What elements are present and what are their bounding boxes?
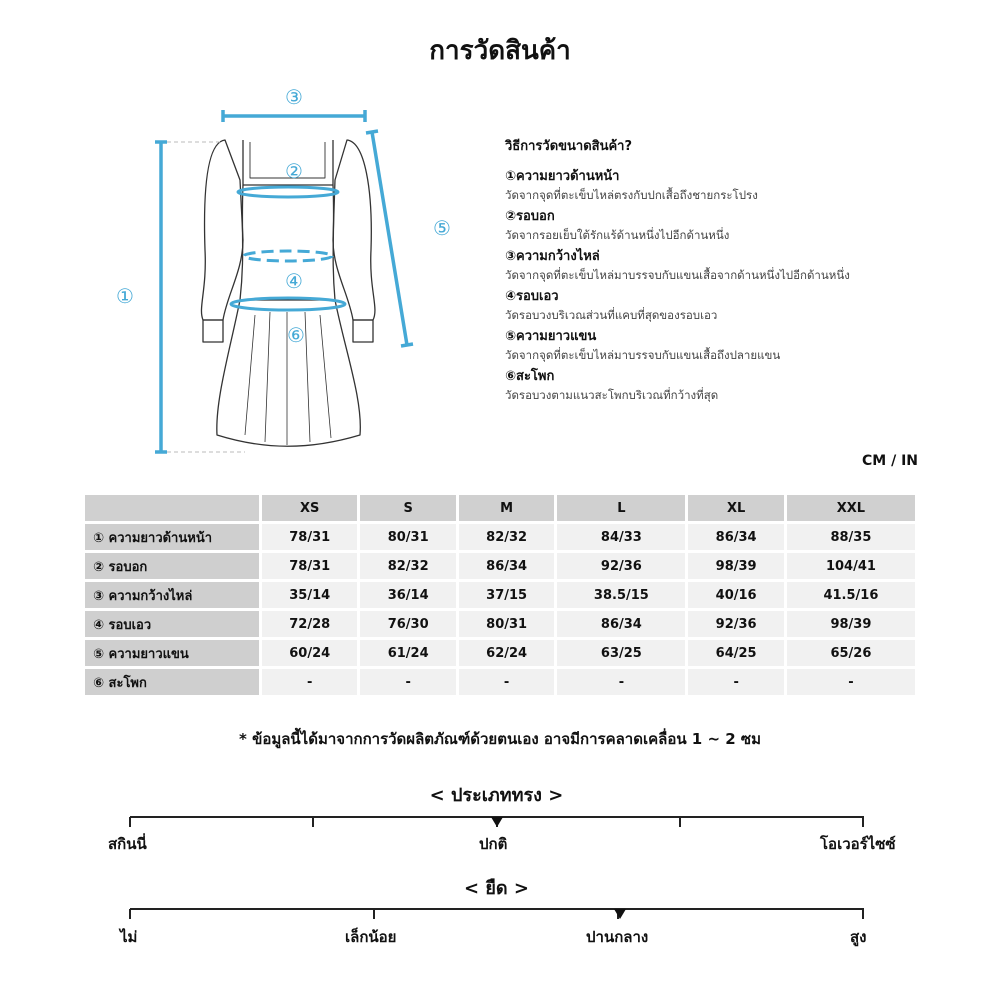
stretch-tick-0 [129, 909, 131, 919]
stretch-label-medium: ปานกลาง [586, 928, 649, 946]
table-cell: 60/24 [262, 640, 357, 666]
guide-item-heading: ②รอบอก [505, 209, 555, 224]
size-header: XL [688, 495, 783, 521]
stretch-selected-marker [614, 909, 626, 919]
table-corner [85, 495, 259, 521]
guide-item-description: วัดจากจุดที่ตะเข็บไหล่มาบรรจบกับแขนเสื้อถึงปลายแขน [505, 348, 781, 362]
fit-tick-0 [129, 817, 131, 827]
table-row [85, 553, 915, 579]
table-cell: 36/14 [360, 582, 455, 608]
row-label: ④ รอบเอว [85, 611, 259, 637]
marker-4: ④ [285, 269, 303, 293]
table-row [85, 524, 915, 550]
guide-item-description: วัดจากจุดที่ตะเข็บไหล่ตรงกับปกเสื้อถึงชายกระโปรง [505, 188, 758, 202]
guide-item [505, 288, 925, 324]
row-label: ① ความยาวด้านหน้า [85, 524, 259, 550]
table-cell: 38.5/15 [557, 582, 685, 608]
fit-selected-marker [491, 817, 503, 827]
table-cell: 92/36 [557, 553, 685, 579]
stretch-scale-title: < ยืด > [464, 878, 529, 899]
fit-tick-4 [862, 817, 864, 827]
guide-item-description: วัดจากรอยเย็บใต้รักแร้ด้านหนึ่งไปอีกด้านหนึ่ง [505, 228, 730, 242]
table-cell: 92/36 [688, 611, 783, 637]
guide-title: วิธีการวัดขนาดสินค้า? [505, 139, 633, 154]
table-cell: - [688, 669, 783, 695]
marker-5: ⑤ [433, 216, 451, 240]
size-header: XS [262, 495, 357, 521]
table-cell: 78/31 [262, 524, 357, 550]
table-row [85, 582, 915, 608]
table-cell: 82/32 [360, 553, 455, 579]
guide-item-description: วัดรอบวงตามแนวสะโพกบริเวณที่กว้างที่สุด [505, 388, 719, 402]
table-row [85, 669, 915, 695]
guide-item [505, 168, 925, 204]
dress-illustration [95, 80, 475, 470]
size-header: L [557, 495, 685, 521]
table-cell: 63/25 [557, 640, 685, 666]
table-cell: 98/39 [787, 611, 915, 637]
guide-item [505, 328, 925, 364]
table-cell: 64/25 [688, 640, 783, 666]
guide-item-heading: ④รอบเอว [505, 289, 559, 304]
table-cell: 98/39 [688, 553, 783, 579]
marker-3: ③ [285, 85, 303, 109]
table-cell: 86/34 [557, 611, 685, 637]
guide-item-heading: ③ความกว้างไหล่ [505, 249, 600, 264]
guide-item-description: วัดรอบวงบริเวณส่วนที่แคบที่สุดของรอบเอว [505, 308, 718, 322]
row-label: ⑥ สะโพก [85, 669, 259, 695]
marker-1: ① [116, 284, 134, 308]
table-cell: 72/28 [262, 611, 357, 637]
fit-scale-title: < ประเภททรง > [429, 785, 564, 806]
table-cell: 41.5/16 [787, 582, 915, 608]
size-chart-table [82, 492, 918, 698]
measurement-note: * ข้อมูลนี้ได้มาจากการวัดผลิตภัณฑ์ด้วยตนเอง อาจมีการคลาดเคลื่อน 1 ~ 2 ซม [239, 730, 761, 748]
size-header: M [459, 495, 554, 521]
marker-2: ② [285, 159, 303, 183]
stretch-label-high: สูง [850, 928, 867, 946]
table-cell: 84/33 [557, 524, 685, 550]
table-cell: - [787, 669, 915, 695]
table-cell: 40/16 [688, 582, 783, 608]
table-cell: - [360, 669, 455, 695]
row-label: ⑤ ความยาวแขน [85, 640, 259, 666]
table-cell: - [459, 669, 554, 695]
table-cell: 78/31 [262, 553, 357, 579]
guide-item-description: วัดจากจุดที่ตะเข็บไหล่มาบรรจบกับแขนเสื้อจากด้านหนึ่งไปอีกด้านหนึ่ง [505, 268, 850, 282]
table-row [85, 611, 915, 637]
stretch-tick-1 [373, 909, 375, 919]
page-title: การวัดสินค้า [429, 36, 571, 66]
table-cell: 35/14 [262, 582, 357, 608]
guide-item-heading: ①ความยาวด้านหน้า [505, 169, 620, 184]
stretch-label-none: ไม่ [120, 928, 138, 946]
table-cell: 82/32 [459, 524, 554, 550]
fit-label-oversize: โอเวอร์ไซซ์ [820, 835, 896, 853]
table-cell: 88/35 [787, 524, 915, 550]
size-header: S [360, 495, 455, 521]
marker-6: ⑥ [287, 323, 305, 347]
table-cell: 104/41 [787, 553, 915, 579]
table-cell: 62/24 [459, 640, 554, 666]
size-header: XXL [787, 495, 915, 521]
table-cell: 37/15 [459, 582, 554, 608]
table-cell: 76/30 [360, 611, 455, 637]
table-cell: 86/34 [688, 524, 783, 550]
table-cell: 86/34 [459, 553, 554, 579]
table-cell: 65/26 [787, 640, 915, 666]
guide-item [505, 208, 925, 244]
stretch-scale-line [130, 908, 864, 910]
fit-label-skinny: สกินนี่ [108, 835, 147, 853]
row-label: ② รอบอก [85, 553, 259, 579]
measurement-guide [505, 135, 925, 408]
table-cell: 80/31 [360, 524, 455, 550]
guide-item-heading: ⑥สะโพก [505, 369, 555, 384]
stretch-label-slight: เล็กน้อย [345, 928, 397, 946]
row-label: ③ ความกว้างไหล่ [85, 582, 259, 608]
fit-label-normal: ปกติ [479, 835, 508, 853]
stretch-tick-3 [862, 909, 864, 919]
table-cell: 61/24 [360, 640, 455, 666]
table-row [85, 640, 915, 666]
table-cell: - [262, 669, 357, 695]
guide-item [505, 368, 925, 404]
guide-item [505, 248, 925, 284]
fit-tick-1 [312, 817, 314, 827]
fit-tick-3 [679, 817, 681, 827]
unit-label: CM / IN [862, 453, 918, 469]
guide-item-heading: ⑤ความยาวแขน [505, 329, 597, 344]
table-cell: 80/31 [459, 611, 554, 637]
table-cell: - [557, 669, 685, 695]
